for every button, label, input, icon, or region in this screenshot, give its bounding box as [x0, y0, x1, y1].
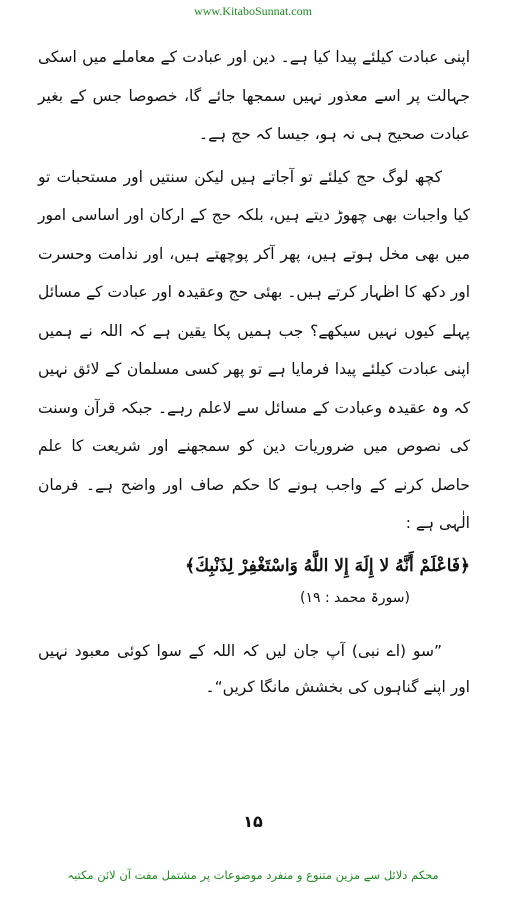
page-body [38, 38, 470, 709]
verse-translation: ”سو (اے نبی) آپ جان لیں کہ اللہ کے سوا کوئی معبود نہیں اور اپنے گناہوں کی بخشش مانگا کریں“۔ [38, 641, 470, 696]
quran-verse-block [38, 549, 470, 613]
quran-verse: ﴿فَاعْلَمْ أَنَّهُ لا إِلَهَ إِلا اللَّهُ وَاسْتَغْفِرْ لِذَنْبِكَ﴾ [185, 555, 470, 576]
paragraph-1: اپنی عبادت کیلئے پیدا کیا ہے۔ دین اور عبادت کے معاملے میں اسکی جہالت پر اسے معذور نہیں سمجھا جائے گا، خصوصا جس کے بغیر عبادت صحیح ہی نہ ہو، جیسا کہ حج ہے۔ [38, 48, 470, 143]
verse-reference: (سورۃ محمد : ۱۹) [300, 589, 410, 606]
page-number: ۱۵ [243, 812, 263, 831]
footer-tagline: محکم دلائل سے مزین متنوع و منفرد موضوعات پر مشتمل مفت آن لائن مکتبہ [67, 868, 439, 882]
website-link[interactable]: www.KitaboSunnat.com [194, 4, 312, 18]
paragraph-2: کچھ لوگ حج کیلئے تو آجاتے ہیں لیکن سنتیں اور مستحبات تو کیا واجبات بھی چھوڑ دیتے ہیں، بلکہ حج کے ارکان اور اساسی امور میں بھی مخل ہوتے ہیں، پھر آکر پوچھتے ہیں، اور ندامت وحسرت اور دکھ کا اظہار کرتے ہیں۔ بھئی حج وعقیدہ اور عبادت کے مسائل پہلے کیوں نہیں سیکھے؟ جب ہمیں پکا یقین ہے کہ اللہ نے ہمیں اپنی عبادت کیلئے پیدا فرمایا ہے تو پھر کسی مسلمان کے لائق نہیں کہ وہ عقیدہ وعبادت کے مسائل سے لاعلم رہے۔ جبکہ قرآن وسنت کی نصوص میں ضروریات دین کو سمجھنے اور شریعت کا علم حاصل کرنے کے واجب ہونے کا حکم صاف اور واضح ہے۔ فرمان الٰہی ہے : [38, 167, 470, 532]
